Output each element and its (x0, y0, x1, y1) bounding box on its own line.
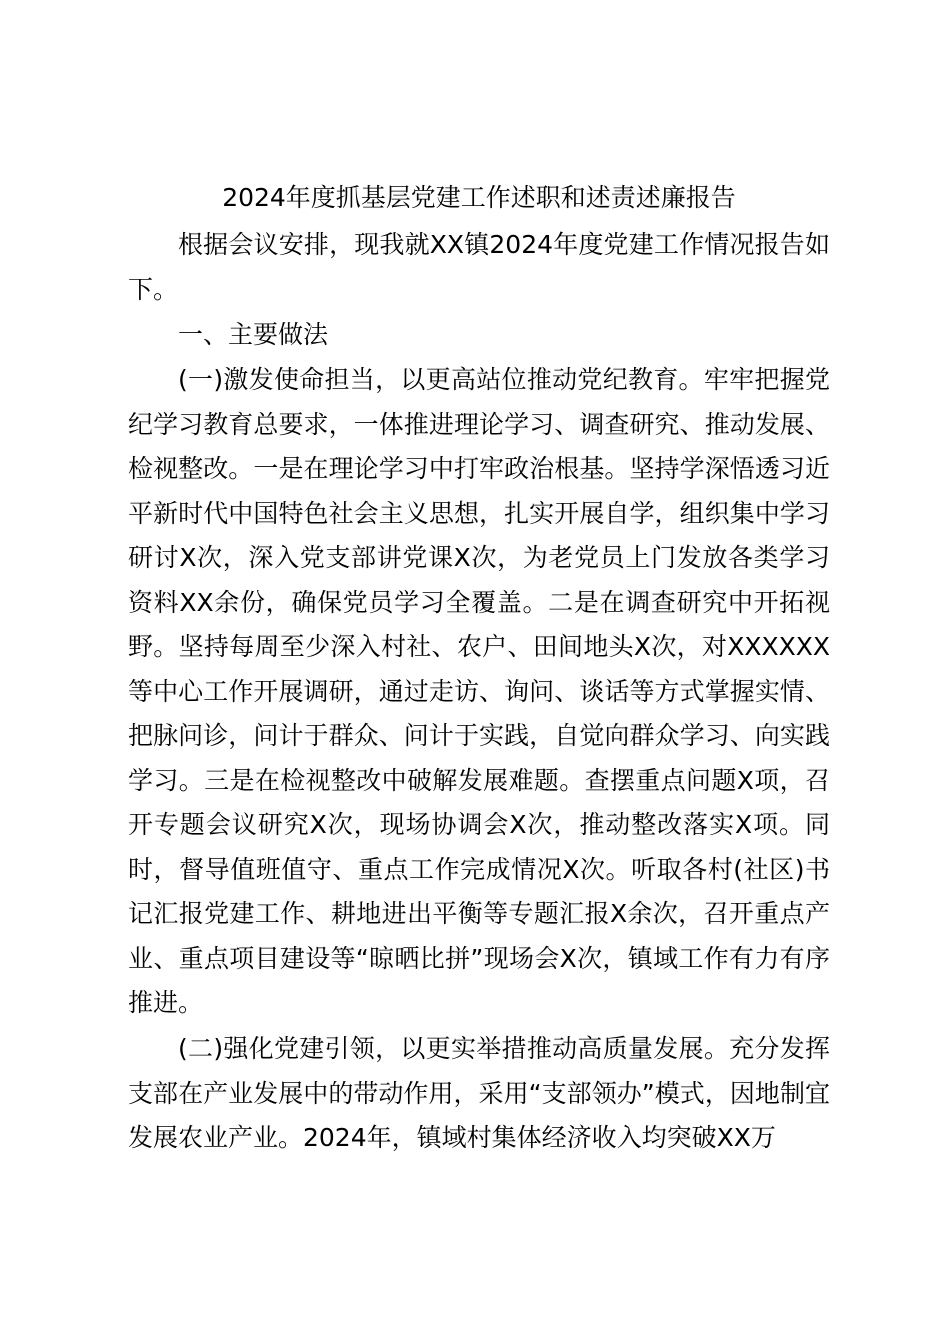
intro-paragraph: 根据会议安排，现我就XX镇2024年度党建工作情况报告如下。 (128, 230, 830, 304)
body-paragraph-2: (二)强化党建引领，以更实举措推动高质量发展。充分发挥支部在产业发展中的带动作用，采用“支部领办”模式，因地制宜发展农业产业。2024年，镇域村集体经济收入均突破XX万 (128, 1034, 830, 1152)
body-paragraph-1: (一)激发使命担当，以更高站位推动党纪教育。牢牢把握党纪学习教育总要求，一体推进理论学习、调查研究、推动发展、检视整改。一是在理论学习中打牢政治根基。坚持学深悟透习近平新时代中国特色社会主义思想，扎实开展自学，组织集中学习研讨X次，深入党支部讲党课X次，为老党员上门发放各类学习资料XX余份，确保党员学习全覆盖。二是在调查研究中开拓视野。坚持每周至少深入村社、农户、田间地头X次，对XXXXXX等中心工作开展调研，通过走访、询问、谈话等方式掌握实情、把脉问诊，问计于群众、问计于实践，自觉向群众学习、向实践学习。三是在检视整改中破解发展难题。查摆重点问题X项，召开专题会议研究X次，现场协调会X次，推动整改落实X项。同时，督导值班值守、重点工作完成情况X次。听取各村(社区)书记汇报党建工作、耕地进出平衡等专题汇报X余次，召开重点产业、重点项目建设等“晾晒比拼”现场会X次，镇域工作有力有序推进。 (128, 365, 830, 1017)
document-title: 2024年度抓基层党建工作述职和述责述廉报告 (222, 183, 736, 212)
section-heading: 一、主要做法 (178, 320, 329, 349)
